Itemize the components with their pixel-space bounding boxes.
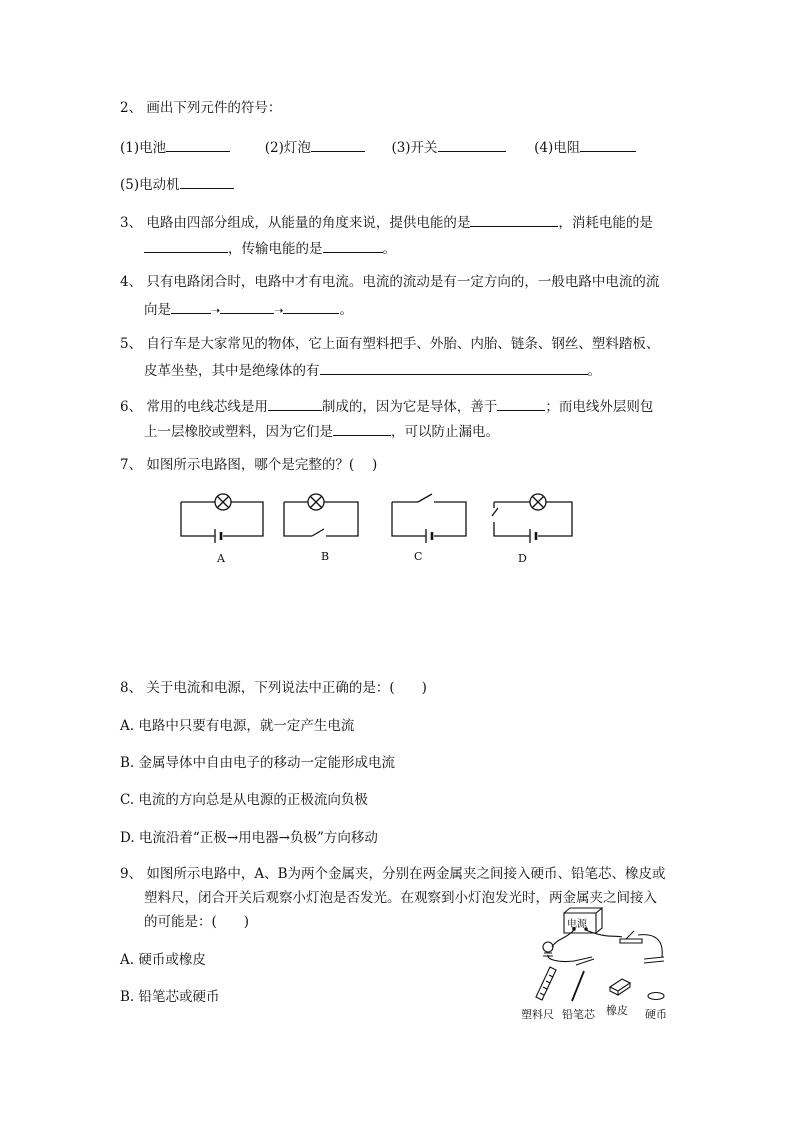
q9-line2: 塑料尺，闭合开关后观察小灯泡是否发光。在观察到小灯泡发光时，两金属夹之间接入 (144, 890, 657, 906)
q9-option-b[interactable]: B. 铅笔芯或硬币 (120, 989, 220, 1005)
q2-blank-battery[interactable] (166, 136, 230, 152)
q3-line2 (144, 237, 396, 259)
q2-blank-resistor[interactable] (580, 136, 636, 152)
switch-icon (620, 931, 642, 943)
q9-power-label: 电源 (567, 919, 587, 930)
circuit-b (284, 494, 358, 536)
q4-blank-1[interactable] (171, 298, 211, 314)
q5-blank[interactable] (320, 359, 588, 375)
q8-option-b[interactable]: B. 金属导体中自由电子的移动一定能形成电流 (120, 755, 396, 771)
q2-item-resistor: (4)电阻 (534, 140, 581, 156)
arrow-icon: ➝ (211, 304, 221, 317)
q9-caption-ruler: 塑料尺 (521, 1008, 554, 1021)
q4-text-end: 。 (339, 302, 353, 318)
q2-items-row1 (120, 136, 636, 158)
q9-caption-eraser: 橡皮 (606, 1004, 628, 1017)
q9-option-a[interactable]: A. 硬币或橡皮 (120, 952, 206, 968)
clip-a-icon (574, 957, 594, 965)
arrow-icon: ➝ (274, 304, 284, 317)
q8-stem: 8、 关于电流和电源，下列说法中正确的是：( ) (120, 680, 427, 696)
q3-text-d: 。 (382, 241, 396, 257)
q7-label-a: A (217, 552, 225, 565)
lamp-icon (543, 942, 553, 956)
q7-circuit-diagrams (175, 488, 595, 568)
q6-line1 (120, 395, 653, 417)
q7-label-c: C (414, 550, 423, 563)
q9-caption-pencil-lead: 铅笔芯 (562, 1008, 595, 1021)
q2-item-bulb: (2)灯泡 (264, 140, 311, 156)
circuit-c (392, 494, 466, 543)
circuit-d (492, 494, 572, 543)
q3-text-a: 3、 电路由四部分组成，从能量的角度来说，提供电能的是 (120, 215, 471, 231)
q4-text-a: 向是 (144, 302, 171, 318)
q8-option-c[interactable]: C. 电流的方向总是从电源的正极流向负极 (120, 792, 368, 808)
q2-blank-motor[interactable] (180, 173, 234, 189)
q3-line1 (120, 211, 653, 233)
clip-b-icon (644, 957, 664, 963)
q3-text-c: ，传输电能的是 (228, 241, 323, 257)
q4-blank-3[interactable] (283, 298, 339, 314)
q6-blank-material[interactable] (268, 395, 322, 411)
ruler-icon (536, 967, 556, 1000)
q6-text-d: 上一层橡胶或塑料，因为它们是 (144, 424, 333, 440)
q6-line2 (144, 420, 499, 442)
q2-blank-switch[interactable] (438, 136, 506, 152)
q4-line2 (144, 298, 353, 321)
q2-blank-bulb[interactable] (311, 136, 365, 152)
coin-icon (648, 993, 664, 1000)
q6-text-b: 制成的，因为它是导体，善于 (321, 399, 498, 415)
q2-items-row2 (120, 173, 234, 195)
circuit-a (181, 494, 263, 543)
q9-line3: 的可能是：( ) (144, 914, 250, 930)
q6-blank-insulator[interactable] (333, 420, 391, 436)
q7-stem: 7、 如图所示电路图，哪个是完整的？( ) (120, 457, 378, 473)
q6-text-a: 6、 常用的电线芯线是用 (120, 399, 268, 415)
q4-blank-2[interactable] (220, 298, 274, 314)
q5-line2 (144, 359, 601, 381)
q2-item-switch: (3)开关 (391, 140, 438, 156)
eraser-icon (610, 979, 630, 995)
q9-line1: 9、 如图所示电路中，A、B为两个金属夹，分别在两金属夹之间接入硬币、铅笔芯、橡皮或 (120, 866, 666, 882)
q5-text-a: 皮革坐垫，其中是绝缘体的有 (144, 363, 320, 379)
q4-line1: 4、 只有电路闭合时，电路中才有电流。电流的流动是有一定方向的，一般电路中电流的流 (120, 274, 660, 290)
q3-text-b: ，消耗电能的是 (558, 215, 653, 231)
q3-blank-transmit[interactable] (323, 237, 383, 253)
q6-text-e: ，可以防止漏电。 (391, 424, 499, 440)
q6-blank-good-at[interactable] (497, 395, 545, 411)
q6-text-c: ；而电线外层则包 (545, 399, 654, 415)
q8-option-d[interactable]: D. 电流沿着“正极→用电器→负极”方向移动 (120, 830, 378, 846)
q3-blank-supply[interactable] (470, 211, 558, 227)
q2-stem: 2、 画出下列元件的符号： (120, 100, 282, 116)
q3-blank-consume[interactable] (144, 237, 228, 253)
q9-caption-coin: 硬币 (645, 1008, 667, 1021)
q9-circuit-figure (518, 905, 678, 1015)
q5-line1: 5、 自行车是大家常见的物体，它上面有塑料把手、外胎、内胎、链条、钢丝、塑料踏板、 (120, 336, 660, 352)
q5-text-end: 。 (587, 363, 601, 379)
pencil-lead-icon (572, 971, 584, 1001)
q7-label-b: B (321, 550, 330, 563)
q2-item-battery: (1)电池 (120, 140, 167, 156)
q7-label-d: D (518, 552, 527, 565)
q8-option-a[interactable]: A. 电路中只要有电源，就一定产生电流 (120, 718, 355, 734)
q2-item-motor: (5)电动机 (120, 177, 180, 193)
